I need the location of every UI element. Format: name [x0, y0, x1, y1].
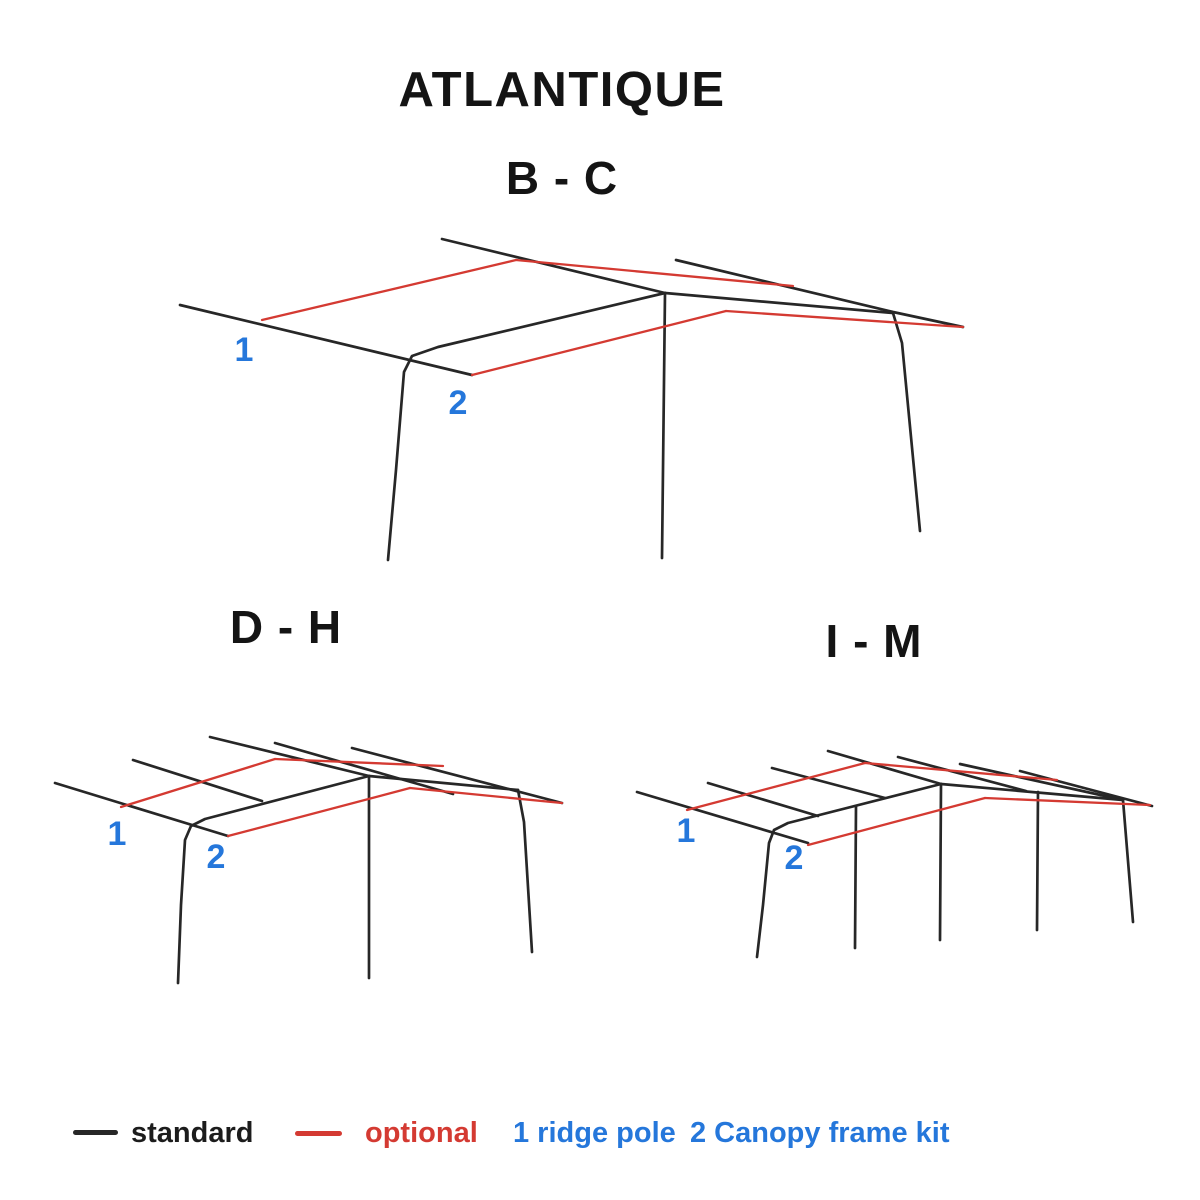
- legend-ridge-pole-label: 1 ridge pole: [513, 1117, 676, 1149]
- page-title: ATLANTIQUE: [398, 63, 726, 117]
- callout-dh-canopy-kit-2: 2: [206, 838, 226, 876]
- callout-im-ridge-pole-1: 1: [676, 812, 696, 850]
- legend-optional-label: optional: [365, 1117, 478, 1149]
- callout-dh-ridge-pole-1: 1: [107, 815, 127, 853]
- figure-title-d-h: D - H: [229, 601, 343, 653]
- callout-bc-canopy-kit-2: 2: [448, 384, 468, 422]
- callout-im-canopy-kit-2: 2: [784, 839, 804, 877]
- figure-title-i-m: I - M: [825, 615, 923, 667]
- legend-canopy-frame-kit-label: 2 Canopy frame kit: [690, 1117, 950, 1149]
- standard-line-swatch: [73, 1130, 118, 1135]
- optional-line-swatch: [295, 1131, 342, 1136]
- callout-bc-ridge-pole-1: 1: [234, 331, 254, 369]
- legend-standard-label: standard: [131, 1117, 254, 1149]
- figure-title-b-c: B - C: [505, 152, 619, 204]
